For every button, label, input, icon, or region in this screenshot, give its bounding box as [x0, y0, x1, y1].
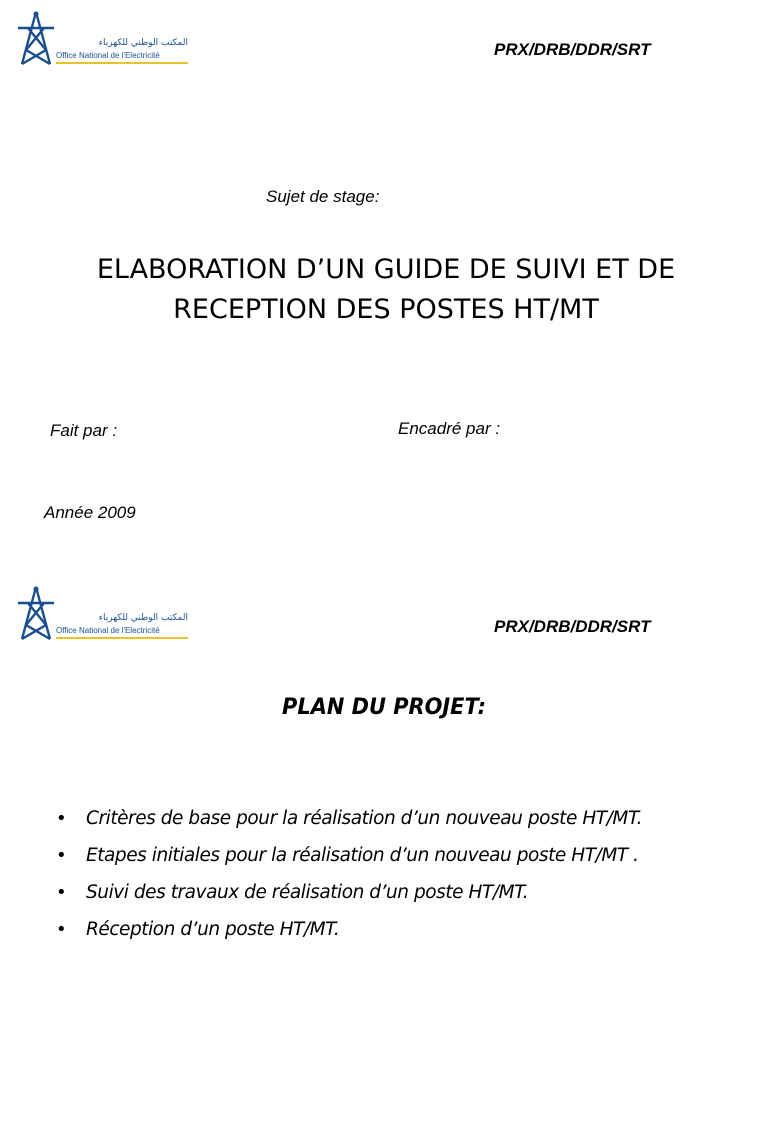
subject-label: Sujet de stage: — [266, 187, 380, 206]
done-by-label: Fait par : — [50, 421, 118, 440]
list-item — [56, 911, 642, 948]
title-line-1: ELABORATION D’UN GUIDE DE SUIVI ET DE — [96, 254, 676, 285]
logo-underline — [56, 62, 188, 64]
plan-slide — [0, 575, 768, 1135]
bullet-icon: • — [56, 919, 67, 940]
pylon-icon — [16, 585, 56, 641]
bullet-icon: • — [56, 882, 67, 903]
list-item-text: Suivi des travaux de réalisation d’un poste HT/MT. — [86, 882, 529, 903]
onee-logo — [16, 10, 188, 66]
list-item — [56, 800, 642, 837]
logo-arabic-text: المكتب الوطني للكهرباء — [98, 613, 188, 623]
title-line-2: RECEPTION DES POSTES HT/MT — [173, 294, 599, 325]
cover-slide — [0, 0, 768, 560]
onee-logo — [16, 585, 188, 641]
bullet-icon: • — [56, 845, 67, 866]
list-item — [56, 837, 642, 874]
list-item-text: Etapes initiales pour la réalisation d’un nouveau poste HT/MT . — [86, 845, 639, 866]
plan-bullet-list — [56, 800, 642, 948]
document-reference: PRX/DRB/DDR/SRT — [494, 617, 651, 636]
list-item — [56, 874, 642, 911]
supervised-by-label: Encadré par : — [398, 419, 501, 438]
logo-french-text: Office National de l'Electricité — [56, 626, 160, 635]
year-label: Année 2009 — [44, 503, 136, 522]
logo-arabic-text: المكتب الوطني للكهرباء — [98, 38, 188, 48]
list-item-text: Réception d’un poste HT/MT. — [86, 919, 340, 940]
document-reference: PRX/DRB/DDR/SRT — [494, 40, 651, 59]
list-item-text: Critères de base pour la réalisation d’un nouveau poste HT/MT. — [86, 808, 643, 829]
pylon-icon — [16, 10, 56, 66]
logo-underline — [56, 637, 188, 639]
logo-french-text: Office National de l'Electricité — [56, 51, 160, 60]
bullet-icon: • — [56, 808, 67, 829]
plan-title: PLAN DU PROJET: — [282, 695, 486, 720]
project-title — [40, 250, 732, 330]
